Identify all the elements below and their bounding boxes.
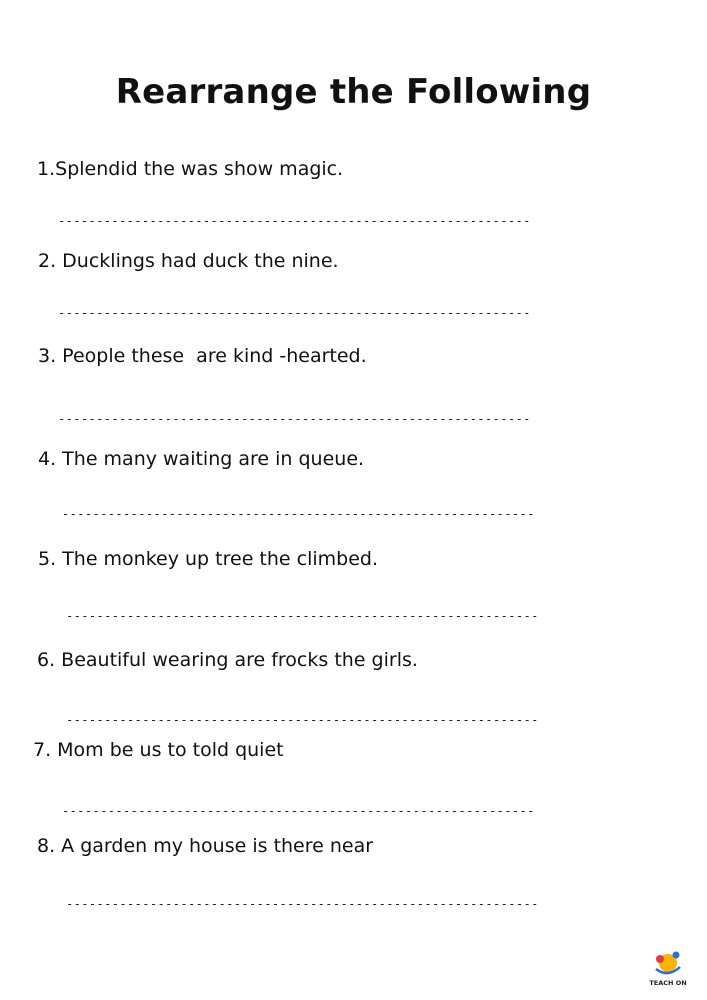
question-6: 6. Beautiful wearing are frocks the girls.: [37, 649, 418, 671]
answer-line-3: --------------------------------------------------------------: [58, 412, 531, 426]
question-3: 3. People these are kind -hearted.: [38, 345, 367, 367]
answer-line-2: --------------------------------------------------------------: [58, 306, 531, 320]
question-4: 4. The many waiting are in queue.: [38, 448, 365, 470]
logo-text: TEACH ON: [649, 979, 687, 987]
teach-on-logo-graphic: [646, 945, 690, 989]
worksheet-title: Rearrange the Following: [115, 72, 592, 112]
question-7: 7. Mom be us to told quiet: [33, 739, 284, 761]
answer-line-4: --------------------------------------------------------------: [62, 507, 535, 521]
answer-line-6: --------------------------------------------------------------: [66, 713, 539, 727]
answer-line-7: --------------------------------------------------------------: [62, 804, 535, 818]
answer-line-5: --------------------------------------------------------------: [66, 609, 539, 623]
question-8: 8. A garden my house is there near: [37, 835, 374, 857]
answer-line-1: --------------------------------------------------------------: [58, 214, 531, 228]
teach-on-logo-icon: [646, 945, 690, 989]
question-5: 5. The monkey up tree the climbed.: [38, 548, 379, 570]
question-1: 1.Splendid the was show magic.: [37, 158, 344, 180]
answer-line-8: --------------------------------------------------------------: [66, 897, 539, 911]
question-2: 2. Ducklings had duck the nine.: [38, 250, 339, 272]
